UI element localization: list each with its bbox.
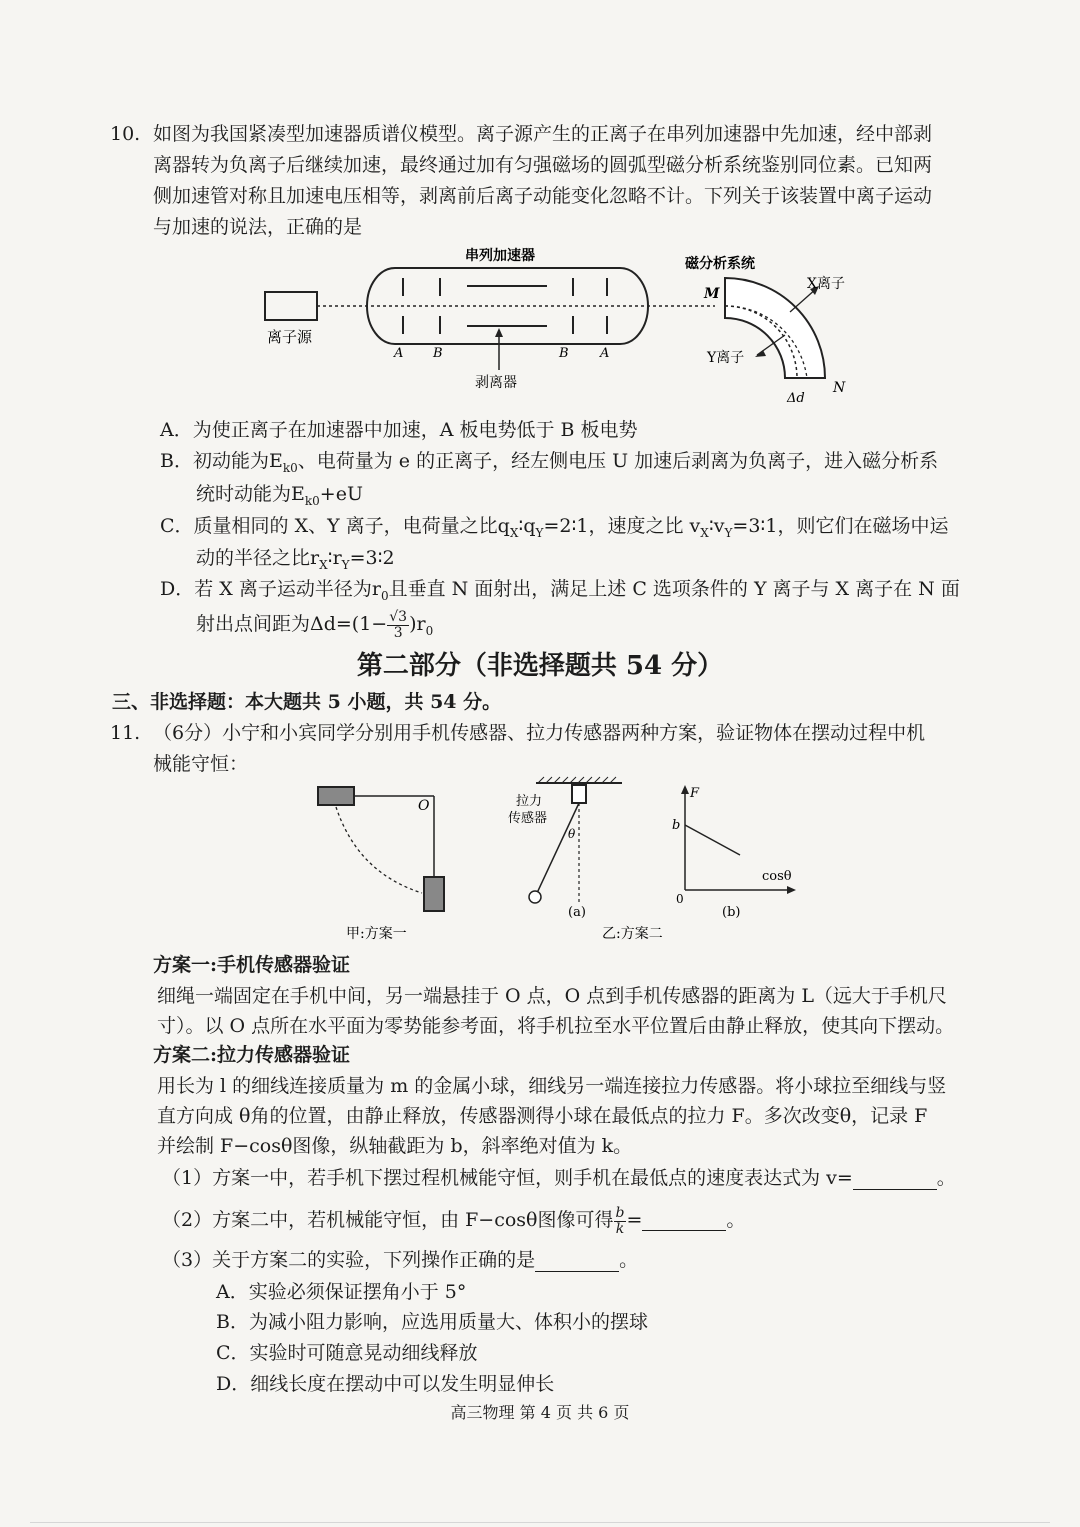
part-two-title: 第二部分（非选择题共 54 分） bbox=[356, 651, 724, 681]
opt-text: B．初动能为E bbox=[160, 450, 283, 472]
accelerator-diagram bbox=[255, 240, 875, 410]
caption-scheme-one: 甲:方案一 bbox=[346, 926, 407, 942]
sub-q-text: （1）方案一中，若手机下摆过程机械能守恒，则手机在最低点的速度表达式为 v= bbox=[162, 1167, 853, 1189]
q10-option-b-cont bbox=[196, 482, 363, 513]
q10-stem-line: 侧加速管对称且加速电压相等，剥离前后离子动能变化忽略不计。下列关于该装置中离子运动 bbox=[153, 185, 933, 207]
scheme-two-line: 直方向成 θ角的位置，由静止释放，传感器测得小球在最低点的拉力 F。多次改变θ，记录 F bbox=[157, 1105, 928, 1127]
answer-blank-3[interactable] bbox=[535, 1253, 619, 1272]
opt-text: ∶q bbox=[518, 515, 536, 537]
scheme-two-line: 用长为 l 的细线连接质量为 m 的金属小球，细线另一端连接拉力传感器。将小球拉至细线与竖 bbox=[157, 1075, 947, 1097]
scheme-two-title: 方案二:拉力传感器验证 bbox=[153, 1044, 351, 1066]
fraction-numerator: b bbox=[615, 1204, 625, 1221]
subscript: Y bbox=[535, 525, 544, 540]
q10-stem-line: 如图为我国紧凑型加速器质谱仪模型。离子源产生的正离子在串列加速器中先加速，经中部剥 bbox=[153, 123, 933, 145]
answer-blank-2[interactable] bbox=[642, 1212, 726, 1231]
section-three-heading: 三、非选择题：本大题共 5 小题，共 54 分。 bbox=[112, 691, 502, 713]
sub-q-end: 。 bbox=[726, 1209, 746, 1231]
fraction-b-over-k bbox=[614, 1206, 627, 1237]
q10-option-d[interactable] bbox=[160, 577, 960, 608]
q11-option-c[interactable]: C．实验时可随意晃动细线释放 bbox=[216, 1342, 478, 1364]
q10-option-c[interactable] bbox=[160, 514, 948, 545]
fraction bbox=[387, 610, 409, 641]
pendulum-ball bbox=[529, 891, 541, 903]
subscript: k0 bbox=[304, 493, 320, 508]
label-N: N bbox=[833, 380, 846, 396]
sub-question-1 bbox=[162, 1166, 956, 1190]
sensor-label-2: 传感器 bbox=[508, 811, 548, 826]
q10-option-d-cont bbox=[196, 606, 433, 649]
opt-text: +eU bbox=[319, 483, 363, 505]
opt-text: C．质量相同的 X、Y 离子，电荷量之比q bbox=[160, 515, 510, 537]
scheme-one-title: 方案一:手机传感器验证 bbox=[153, 954, 351, 976]
stripper-label: 剥离器 bbox=[475, 375, 517, 391]
label-delta-d: Δd bbox=[787, 391, 805, 406]
y-ion-label: Y离子 bbox=[707, 350, 745, 366]
sub-q-text: = bbox=[626, 1209, 643, 1231]
plate-label: A bbox=[394, 346, 404, 361]
subscript: X bbox=[700, 525, 709, 540]
q11-stem-line: 械能守恒： bbox=[153, 753, 249, 775]
ion-source-label: 离子源 bbox=[267, 328, 313, 346]
subscript: X bbox=[319, 557, 328, 572]
plate-label: A bbox=[600, 346, 610, 361]
plate-label: B bbox=[559, 346, 569, 361]
q11-option-a[interactable]: A．实验必须保证摆角小于 5° bbox=[216, 1281, 467, 1303]
subscript: 0 bbox=[380, 588, 389, 603]
point-O: O bbox=[418, 798, 430, 814]
opt-text: =2∶1，速度之比 v bbox=[543, 515, 701, 537]
subscript: X bbox=[509, 525, 519, 540]
subscript: k0 bbox=[282, 460, 298, 475]
swing-path bbox=[336, 807, 422, 893]
scheme-one-line: 寸）。以 O 点所在水平面为零势能参考面，将手机拉至水平位置后由静止释放，使其向下摆动。 bbox=[157, 1015, 955, 1037]
f-axis-arrowhead bbox=[681, 785, 689, 794]
f-cos-line bbox=[685, 825, 740, 855]
subfig-a: (a) bbox=[568, 905, 586, 920]
opt-text: =3∶1，则它们在磁场中运 bbox=[732, 515, 949, 537]
question-number: 11. bbox=[110, 722, 141, 744]
q10-option-a[interactable]: A．为使正离子在加速器中加速，A 板电势低于 B 板电势 bbox=[160, 419, 638, 441]
scheme-two-line: 并绘制 F−cosθ图像，纵轴截距为 b，斜率绝对值为 k。 bbox=[157, 1135, 633, 1157]
scheme-one-line: 细绳一端固定在手机中间，另一端悬挂于 O 点，O 点到手机传感器的距离为 L（远大于手机尺 bbox=[157, 985, 947, 1007]
subscript: Y bbox=[341, 557, 350, 572]
opt-text: 射出点间距为Δd=(1− bbox=[196, 613, 388, 635]
y-ion-arrowhead bbox=[755, 350, 766, 357]
phone-vertical bbox=[424, 877, 444, 911]
subscript: 0 bbox=[425, 623, 434, 638]
q10-option-c-cont bbox=[196, 546, 395, 577]
plate-label: B bbox=[433, 346, 443, 361]
fraction-denominator: k bbox=[615, 1220, 625, 1237]
opt-text: )r bbox=[409, 613, 426, 635]
magnet-label: 磁分析系统 bbox=[685, 256, 755, 272]
subfig-b: (b) bbox=[722, 905, 741, 920]
opt-text: =3∶2 bbox=[349, 547, 395, 569]
sensor-label-1: 拉力 bbox=[516, 794, 543, 809]
page-footer: 高三物理 第 4 页 共 6 页 bbox=[450, 1403, 630, 1422]
q11-option-b[interactable]: B．为减小阻力影响，应选用质量大、体积小的摆球 bbox=[216, 1311, 648, 1333]
subscript: Y bbox=[724, 525, 733, 540]
q11-option-d[interactable]: D．细线长度在摆动中可以发生明显伸长 bbox=[216, 1373, 555, 1395]
fraction-numerator: √3 bbox=[389, 608, 408, 625]
phone-horizontal bbox=[318, 787, 354, 805]
sub-q-text: （3）关于方案二的实验，下列操作正确的是 bbox=[162, 1249, 536, 1271]
question-number: 10. bbox=[110, 123, 141, 145]
sub-q-end: 。 bbox=[936, 1167, 956, 1189]
cos-axis-arrowhead bbox=[787, 886, 796, 894]
answer-blank-1[interactable] bbox=[853, 1171, 937, 1190]
q11-stem-line: （6分）小宁和小宾同学分别用手机传感器、拉力传感器两种方案，验证物体在摆动过程中机 bbox=[153, 722, 926, 744]
axis-label-F: F bbox=[690, 786, 700, 801]
opt-text: D．若 X 离子运动半径为r bbox=[160, 578, 381, 600]
x-ion-label: X离子 bbox=[807, 276, 845, 292]
opt-text: ∶r bbox=[327, 547, 342, 569]
opt-text: 统时动能为E bbox=[196, 483, 305, 505]
q10-stem-line: 与加速的说法，正确的是 bbox=[153, 216, 363, 238]
sub-q-text: （2）方案二中，若机械能守恒，由 F−cosθ图像可得 bbox=[162, 1209, 614, 1231]
label-M: M bbox=[704, 286, 720, 302]
stripper-arrow bbox=[495, 328, 503, 337]
origin-zero: 0 bbox=[676, 892, 684, 906]
opt-text: 动的半径之比r bbox=[196, 547, 320, 569]
sub-q-end: 。 bbox=[619, 1249, 639, 1271]
opt-text: 且垂直 N 面射出，满足上述 C 选项条件的 Y 离子与 X 离子在 N 面 bbox=[388, 578, 960, 600]
q10-stem-line: 离器转为负离子后继续加速，最终通过加有匀强磁场的圆弧型磁分析系统鉴别同位素。已知两 bbox=[153, 154, 933, 176]
opt-text: 、电荷量为 e 的正离子，经左侧电压 U 加速后剥离为负离子，进入磁分析系 bbox=[297, 450, 939, 472]
accelerator-label: 串列加速器 bbox=[465, 248, 535, 264]
pendulum-diagram bbox=[300, 775, 820, 945]
bottom-divider bbox=[30, 1522, 1050, 1523]
caption-scheme-two: 乙:方案二 bbox=[602, 926, 663, 942]
q10-option-b[interactable] bbox=[160, 449, 938, 480]
opt-text: ∶v bbox=[708, 515, 725, 537]
sub-question-2 bbox=[162, 1200, 745, 1240]
fraction-denominator: 3 bbox=[393, 624, 403, 641]
force-sensor bbox=[572, 785, 586, 803]
ion-source-box bbox=[265, 292, 317, 320]
sub-question-3 bbox=[162, 1248, 638, 1272]
angle-theta: θ bbox=[568, 827, 576, 841]
axis-label-cos: cosθ bbox=[762, 869, 792, 884]
intercept-b: b bbox=[672, 818, 681, 833]
